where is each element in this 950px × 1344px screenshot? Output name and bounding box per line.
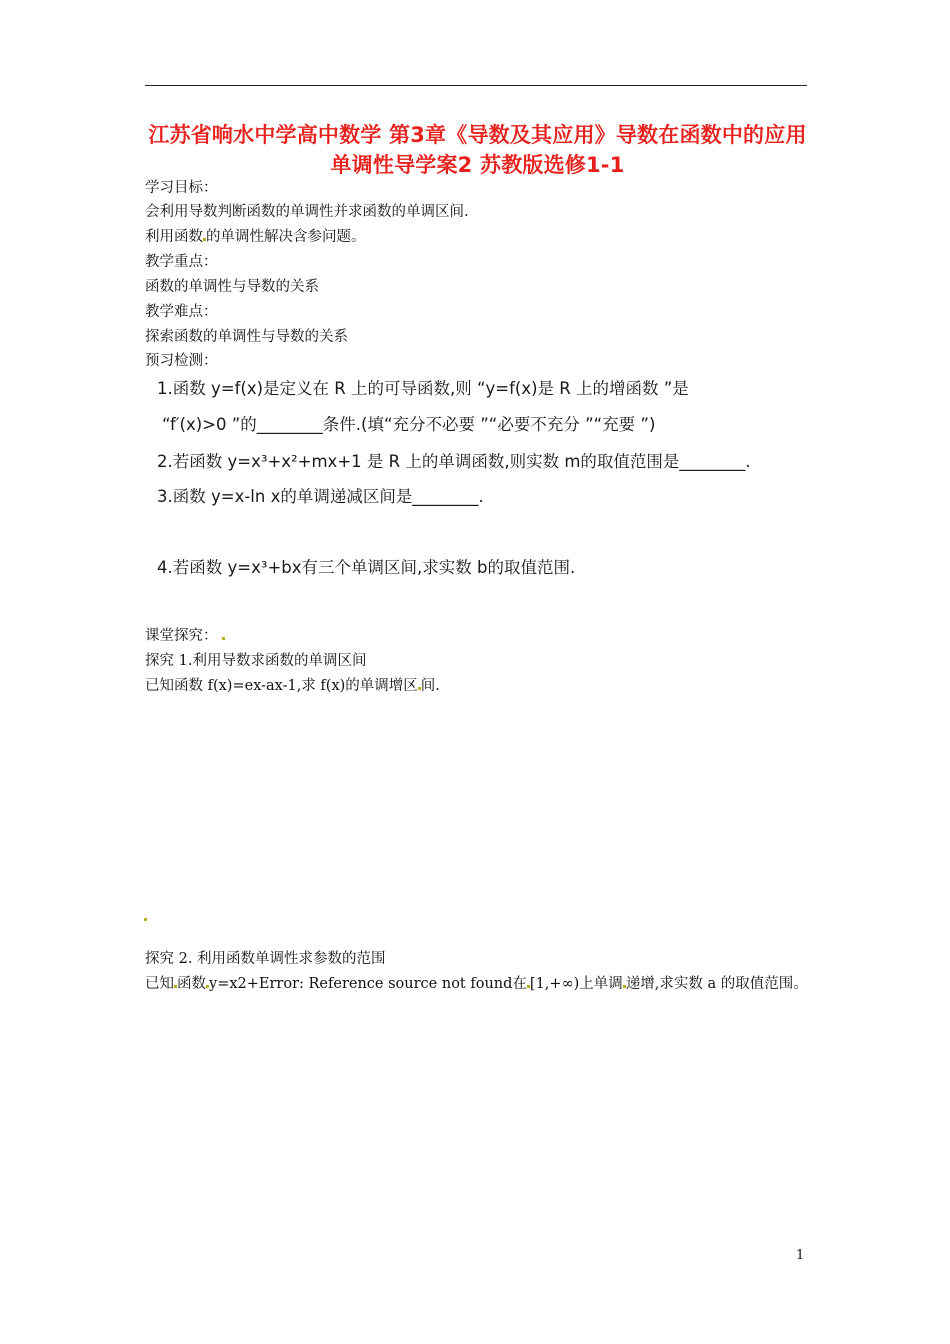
difficult-heading: 教学难点：	[145, 304, 218, 320]
difficult-text: 探索函数的单调性与导数的关系	[145, 329, 348, 345]
explore-1-heading: 探究 1.利用导数求函数的单调区间	[145, 653, 367, 669]
class-heading	[145, 626, 225, 646]
goals-heading: 学习目标：	[145, 180, 218, 196]
explore-2-heading: 探究 2. 利用函数单调性求参数的范围	[145, 951, 386, 967]
preview-question-1-line-1: 1.函数 y=f(x)是定义在 R 上的可导函数,则 “y=f(x)是 R 上的增函数 ”是	[157, 379, 689, 398]
explore-2-text-part-c: y=x2+Error: Reference source not found在	[209, 976, 527, 992]
key-text: 函数的单调性与导数的关系	[145, 279, 319, 295]
preview-question-4: 4.若函数 y=x³+bx有三个单调区间,求实数 b的取值范围.	[157, 558, 576, 577]
goal-2-part-b: 的单调性解决含参问题。	[206, 229, 366, 245]
explore-2-text	[145, 974, 808, 994]
explore-1-text-part-b: 间.	[420, 678, 440, 694]
document-title: 江苏省响水中学高中数学 第3章《导数及其应用》导数在函数中的应用 单调性导学案2 苏教版选修1-1	[148, 123, 807, 177]
header-rule	[145, 85, 807, 86]
marker-dot	[144, 918, 147, 921]
preview-question-1-line-2: “f′(x)>0 ”的________条件.(填“充分不必要 ”“必要不充分 ”“充要 ”)	[162, 415, 656, 434]
preview-heading: 预习检测：	[145, 353, 218, 369]
goal-2-part-a: 利用函数	[145, 229, 203, 245]
explore-1-text	[145, 676, 440, 696]
explore-2-text-part-a: 已知	[145, 976, 174, 992]
class-heading-text: 课堂探究：	[145, 628, 218, 644]
preview-question-2: 2.若函数 y=x³+x²+mx+1 是 R 上的单调函数,则实数 m的取值范围是________.	[157, 452, 751, 471]
explore-2-text-part-e: 递增,求实数 a 的取值范围。	[625, 976, 808, 992]
goal-2	[145, 227, 366, 247]
explore-2-text-part-d: [1,+∞)上单调	[529, 976, 623, 992]
key-heading: 教学重点：	[145, 254, 218, 270]
preview-question-3: 3.函数 y=x-ln x的单调递减区间是________.	[157, 487, 484, 506]
explore-1-text-part-a: 已知函数 f(x)=ex-ax-1,求 f(x)的单调增区	[145, 678, 418, 694]
page-number: 1	[796, 1248, 805, 1263]
goal-1: 会利用导数判断函数的单调性并求函数的单调区间.	[145, 204, 469, 220]
marker-dot	[222, 637, 225, 640]
explore-2-text-part-b: 函数	[177, 976, 206, 992]
